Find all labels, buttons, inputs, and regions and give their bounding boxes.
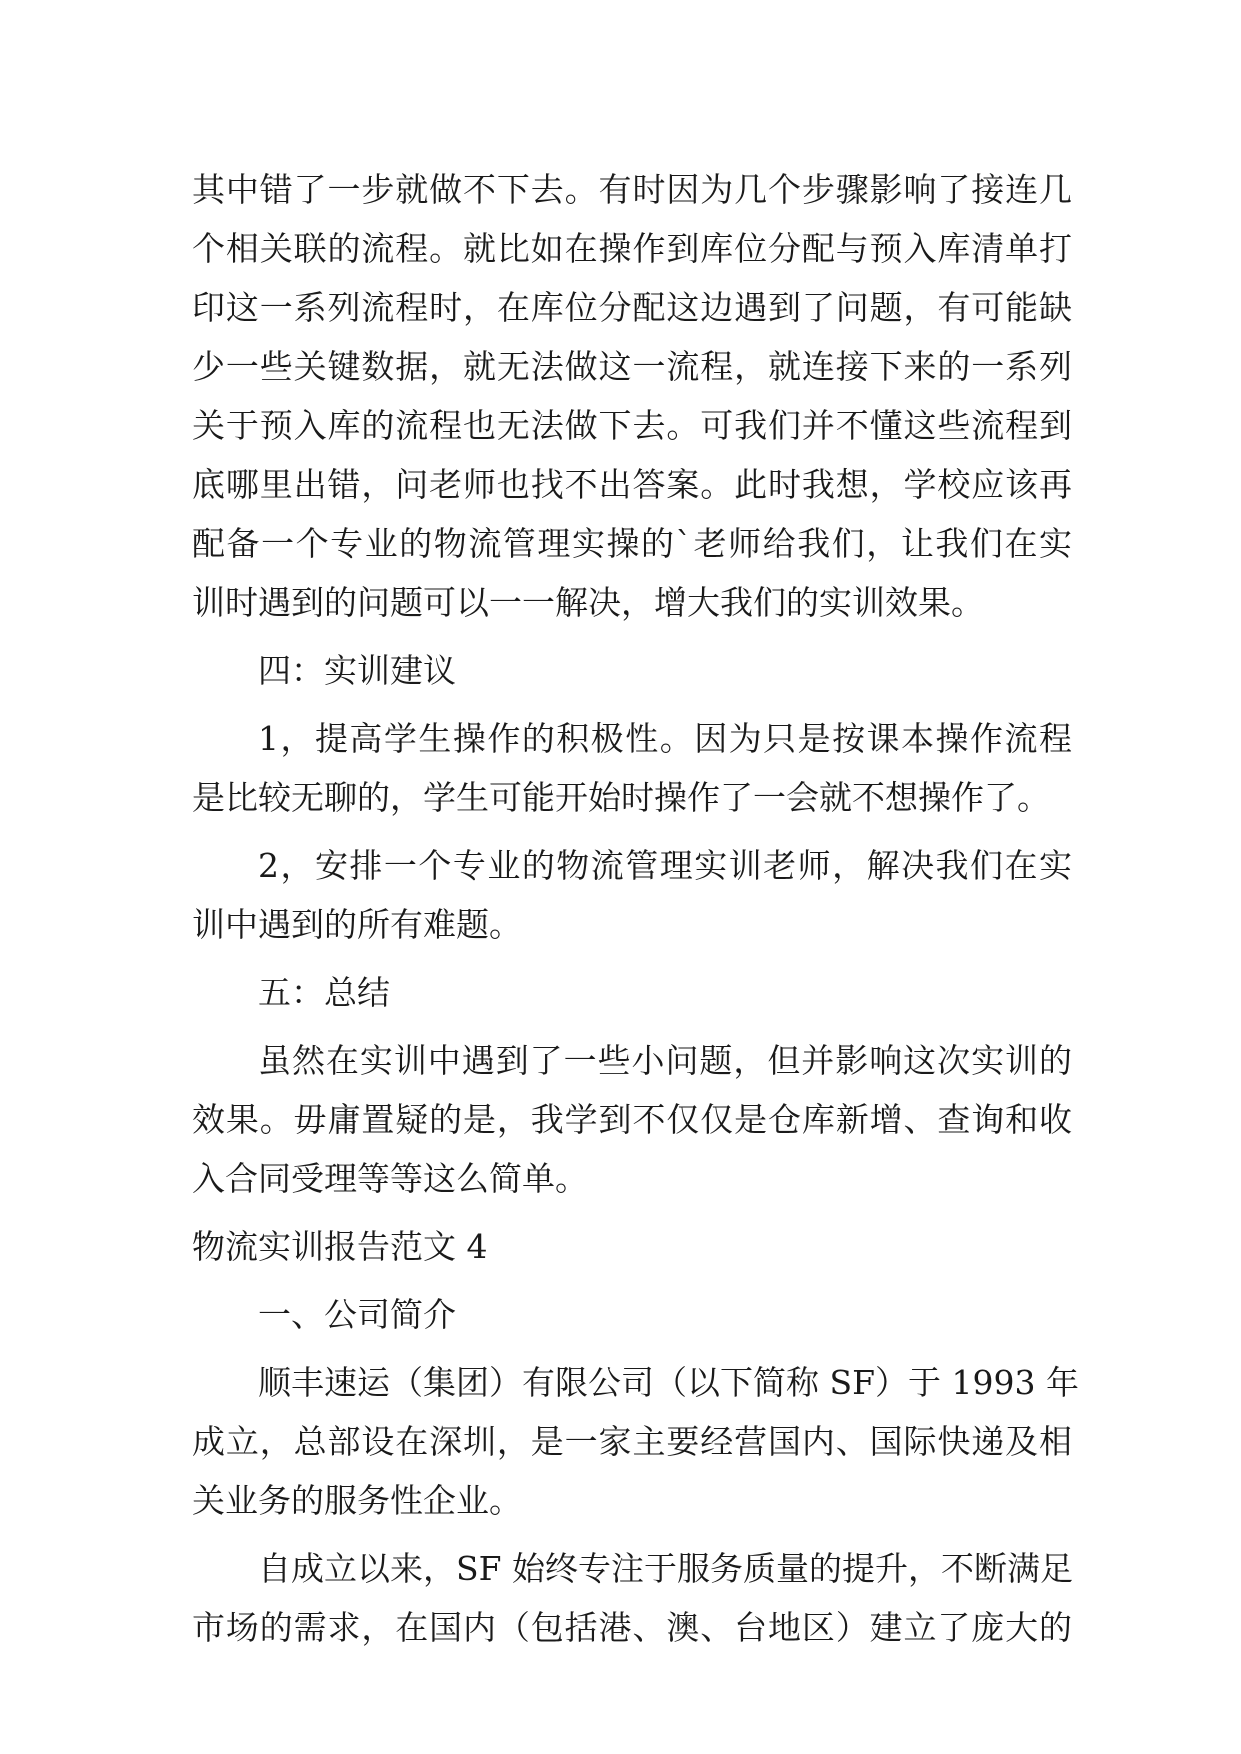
text-line: 少一些关键数据，就无法做这一流程，就连接下来的一系列 <box>192 347 1072 386</box>
section-heading-summary <box>192 963 1072 1022</box>
text-line: 其中错了一步就做不下去。有时因为几个步骤影响了接连几 <box>192 170 1072 209</box>
heading-text: 四：实训建议 <box>258 651 456 690</box>
heading-text: 五：总结 <box>258 973 390 1012</box>
report-title <box>192 1217 1072 1276</box>
section-heading-suggestions <box>192 641 1072 700</box>
text-line: 效果。毋庸置疑的是，我学到不仅仅是仓库新增、查询和收 <box>192 1100 1072 1139</box>
text-line: 1，提高学生操作的积极性。因为只是按课本操作流程 <box>258 719 1072 758</box>
text-line: 入合同受理等等这么简单。 <box>192 1159 588 1198</box>
text-line: 虽然在实训中遇到了一些小问题，但并影响这次实训的 <box>258 1041 1072 1080</box>
heading-text: 一、公司简介 <box>258 1295 456 1334</box>
text-line: 关于预入库的流程也无法做下去。可我们并不懂这些流程到 <box>192 406 1072 445</box>
title-text: 物流实训报告范文 4 <box>192 1227 488 1266</box>
text-line: 2，安排一个专业的物流管理实训老师，解决我们在实 <box>258 846 1072 885</box>
section-heading-company-intro <box>192 1285 1072 1344</box>
text-line: 关业务的服务性企业。 <box>192 1481 522 1520</box>
text-line: 训中遇到的所有难题。 <box>192 905 522 944</box>
paragraph-continuation <box>192 160 1072 632</box>
text-line: 底哪里出错，问老师也找不出答案。此时我想，学校应该再 <box>192 465 1072 504</box>
document-body <box>192 160 1079 1666</box>
text-line: 配备一个专业的物流管理实操的`老师给我们，让我们在实 <box>192 524 1072 563</box>
text-line: 自成立以来，SF 始终专注于服务质量的提升，不断满足 <box>258 1549 1073 1588</box>
paragraph-summary <box>192 1031 1072 1208</box>
text-line: 印这一系列流程时，在库位分配这边遇到了问题，有可能缺 <box>192 288 1072 327</box>
text-line: 是比较无聊的，学生可能开始时操作了一会就不想操作了。 <box>192 778 1050 817</box>
paragraph-suggestion-1 <box>192 709 1072 827</box>
text-line: 个相关联的流程。就比如在操作到库位分配与预入库清单打 <box>192 229 1072 268</box>
text-line: 市场的需求，在国内（包括港、澳、台地区）建立了庞大的 <box>192 1608 1072 1647</box>
paragraph-company-history <box>192 1539 1072 1657</box>
text-line: 成立，总部设在深圳，是一家主要经营国内、国际快递及相 <box>192 1422 1072 1461</box>
text-line: 训时遇到的问题可以一一解决，增大我们的实训效果。 <box>192 583 984 622</box>
paragraph-company-intro <box>192 1353 1079 1530</box>
text-line: 顺丰速运（集团）有限公司（以下简称 SF）于 1993 年 <box>258 1363 1079 1402</box>
paragraph-suggestion-2 <box>192 836 1072 954</box>
